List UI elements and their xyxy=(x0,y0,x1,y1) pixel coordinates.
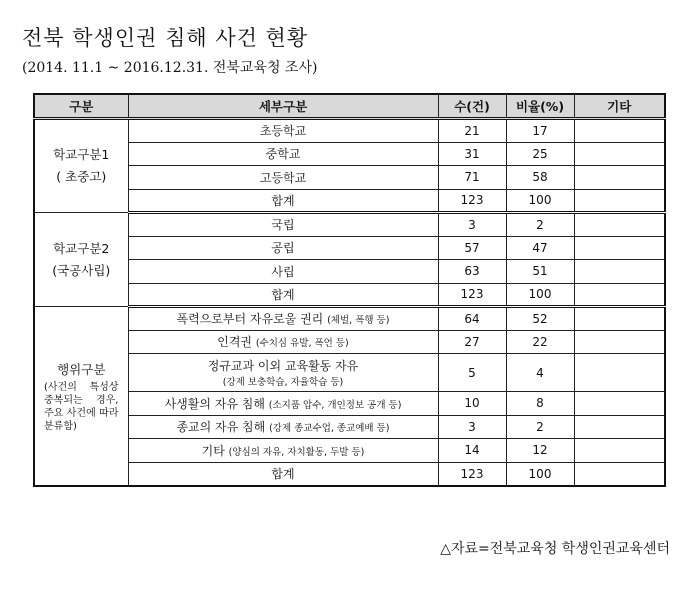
row-etc xyxy=(574,415,665,439)
row-count: 3 xyxy=(438,213,506,237)
row-count: 57 xyxy=(438,236,506,260)
page-subtitle: (2014. 11.1 ~ 2016.12.31. 전북교육청 조사) xyxy=(22,60,318,76)
row-count: 27 xyxy=(438,330,506,354)
table-row-total xyxy=(34,462,665,486)
row-name-sub: (수치심 유발, 폭언 등) xyxy=(255,338,349,350)
table-row xyxy=(34,330,665,354)
row-ratio: 100 xyxy=(506,283,574,307)
row-name: 공립 xyxy=(128,236,438,260)
table-row xyxy=(34,142,665,166)
row-count: 21 xyxy=(438,119,506,143)
header-category: 구분 xyxy=(34,94,128,119)
row-name: 합계 xyxy=(128,283,438,307)
row-name-sub: (강제 보충학습, 자율학습 등) xyxy=(222,377,344,388)
table-row xyxy=(34,354,665,392)
page-title: 전북 학생인권 침해 사건 현황 xyxy=(22,26,309,50)
group-label-line2: (국공사립) xyxy=(52,262,111,278)
row-ratio: 8 xyxy=(506,392,574,416)
incident-table xyxy=(33,93,666,487)
row-count: 63 xyxy=(438,260,506,284)
group-note: (사건의 특성상 중복되는 경우, 주요 사건에 따라 분류함) xyxy=(44,381,119,432)
row-name: 국립 xyxy=(128,213,438,237)
row-etc xyxy=(574,330,665,354)
header-ratio: 비율(%) xyxy=(506,94,574,119)
row-count: 31 xyxy=(438,142,506,166)
row-name xyxy=(128,415,438,439)
row-etc xyxy=(574,260,665,284)
row-count: 64 xyxy=(438,307,506,331)
header-count: 수(건) xyxy=(438,94,506,119)
row-count: 10 xyxy=(438,392,506,416)
table-row xyxy=(34,392,665,416)
row-etc xyxy=(574,189,665,213)
row-ratio: 22 xyxy=(506,330,574,354)
group-label-school-type-1 xyxy=(34,119,128,213)
row-ratio: 100 xyxy=(506,189,574,213)
row-count: 14 xyxy=(438,439,506,463)
row-name-main: 사생활의 자유 침해 xyxy=(164,396,265,411)
row-name-main: 폭력으로부터 자유로울 권리 xyxy=(176,312,324,327)
row-ratio: 4 xyxy=(506,354,574,392)
row-etc xyxy=(574,307,665,331)
row-ratio: 25 xyxy=(506,142,574,166)
group-label-line1: 행위구분 xyxy=(57,361,106,377)
row-name: 사립 xyxy=(128,260,438,284)
row-name: 초등학교 xyxy=(128,119,438,143)
table-row xyxy=(34,260,665,284)
row-count: 123 xyxy=(438,462,506,486)
table-row xyxy=(34,166,665,190)
header-detail: 세부구분 xyxy=(128,94,438,119)
row-name-sub: (소지품 압수, 개인정보 공개 등) xyxy=(268,399,402,411)
row-name-sub: (강제 종교수업, 종교예배 등) xyxy=(269,423,390,435)
row-etc xyxy=(574,354,665,392)
row-name xyxy=(128,392,438,416)
row-name: 합계 xyxy=(128,462,438,486)
table-row xyxy=(34,236,665,260)
row-name-main: 정규교과 이외 교육활동 자유 xyxy=(207,359,359,373)
group-label-line1: 학교구분1 xyxy=(53,147,110,162)
row-ratio: 17 xyxy=(506,119,574,143)
row-count: 5 xyxy=(438,354,506,392)
row-ratio: 12 xyxy=(506,439,574,463)
table-row xyxy=(34,415,665,439)
row-name xyxy=(128,354,438,392)
group-label-line1: 학교구분2 xyxy=(53,240,110,256)
row-count: 123 xyxy=(438,189,506,213)
row-ratio: 2 xyxy=(506,415,574,439)
row-name xyxy=(128,330,438,354)
row-name-sub: (체벌, 폭행 등) xyxy=(327,315,390,327)
row-etc xyxy=(574,142,665,166)
row-name-sub: (양심의 자유, 자치활동, 두발 등) xyxy=(228,446,365,458)
group-label-behavior xyxy=(34,307,128,486)
row-etc xyxy=(574,392,665,416)
row-etc xyxy=(574,213,665,237)
row-ratio: 58 xyxy=(506,166,574,190)
group-label-school-type-2 xyxy=(34,213,128,307)
row-ratio: 52 xyxy=(506,307,574,331)
table-row xyxy=(34,119,665,143)
source-caption: △자료=전북교육청 학생인권교육센터 xyxy=(440,541,670,557)
table-row xyxy=(34,213,665,237)
row-ratio: 51 xyxy=(506,260,574,284)
table-row-total xyxy=(34,189,665,213)
table-row-total xyxy=(34,283,665,307)
row-etc xyxy=(574,119,665,143)
row-name: 합계 xyxy=(128,189,438,213)
row-name: 중학교 xyxy=(128,142,438,166)
row-ratio: 47 xyxy=(506,236,574,260)
row-etc xyxy=(574,462,665,486)
row-name: 고등학교 xyxy=(128,166,438,190)
table-header-row xyxy=(34,94,665,119)
row-ratio: 100 xyxy=(506,462,574,486)
table-row xyxy=(34,439,665,463)
row-name xyxy=(128,439,438,463)
row-etc xyxy=(574,236,665,260)
header-etc: 기타 xyxy=(574,94,665,119)
table-row xyxy=(34,307,665,331)
group-label-line2: ( 초중고) xyxy=(56,169,107,184)
row-etc xyxy=(574,439,665,463)
row-name-main: 종교의 자유 침해 xyxy=(176,420,266,435)
row-name-main: 기타 xyxy=(201,443,225,458)
row-count: 3 xyxy=(438,415,506,439)
row-etc xyxy=(574,283,665,307)
row-ratio: 2 xyxy=(506,213,574,237)
row-count: 123 xyxy=(438,283,506,307)
row-name-main: 인격권 xyxy=(217,335,253,350)
row-count: 71 xyxy=(438,166,506,190)
row-name xyxy=(128,307,438,331)
row-etc xyxy=(574,166,665,190)
